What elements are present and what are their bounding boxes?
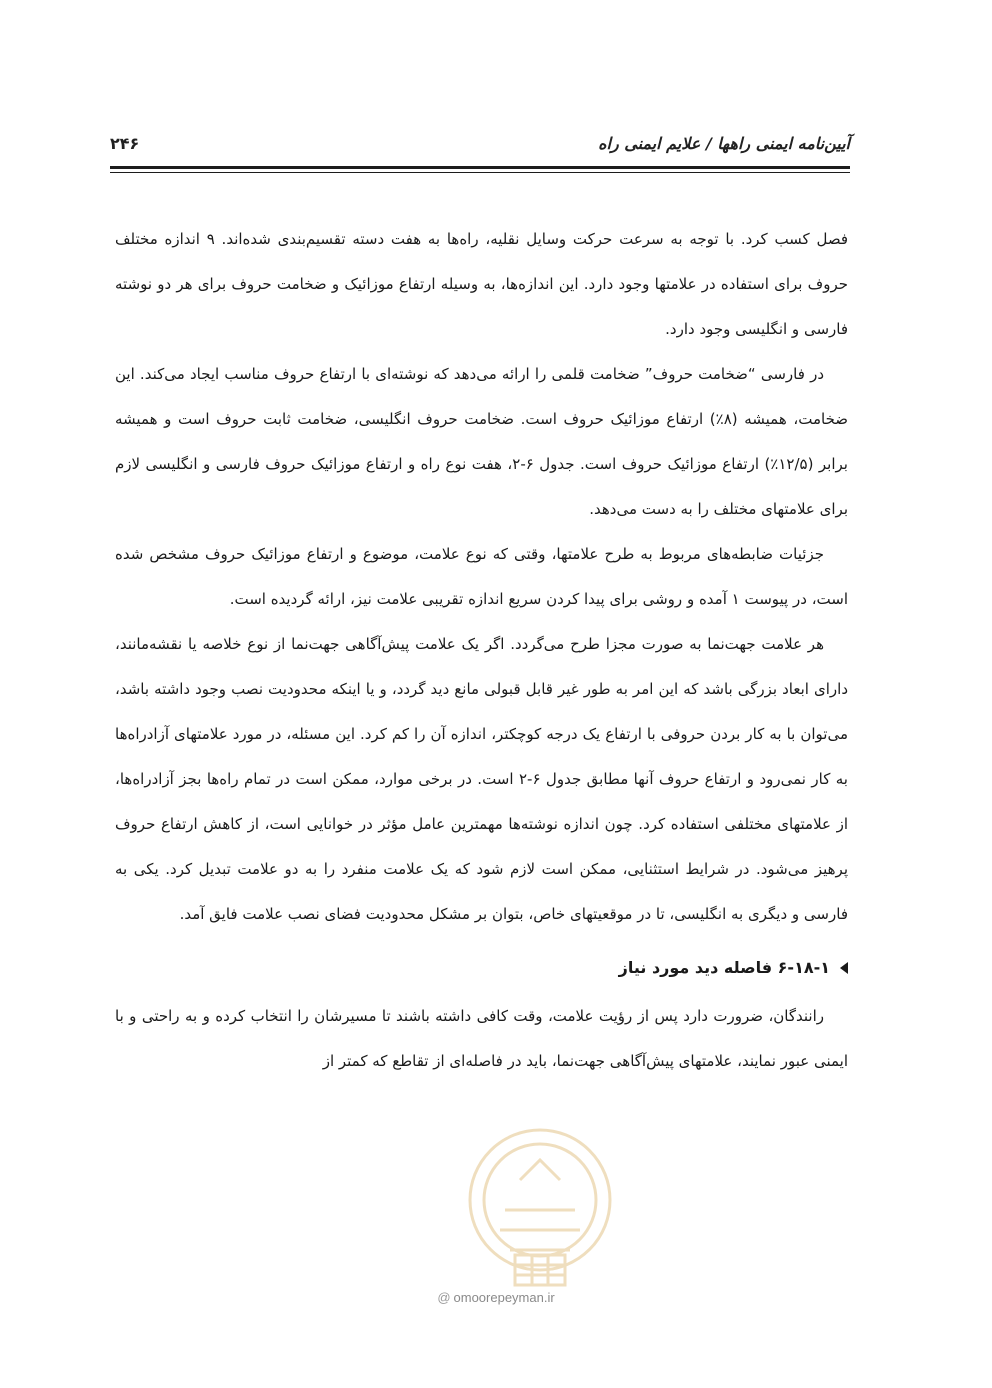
watermark-seal-icon (460, 1080, 620, 1320)
watermark-caption (0, 1290, 992, 1305)
paragraph-4: هر علامت جهت‌نما به صورت مجزا طرح می‌گردد. اگر یک علامت پیش‌آگاهی جهت‌نما از نوع خلاصه یا نقشه‌مانند، دارای ابعاد بزرگی باشد که این امر به طور غیر قابل قبولی مانع دید گردد، و یا اینکه محدودیت نصب وجود داشته باشد، می‌توان با به کار بردن حروفی با ارتفاع یک درجه کوچکتر، اندازه آن را کم کرد. این مسئله، در مورد علامتهای آزادراه‌ها به کار نمی‌رود و ارتفاع حروف آنها مطابق جدول ۶-۲ است. در برخی موارد، ممکن است در تمام راه‌ها بجز آزادراه‌ها، از علامتهای مختلفی استفاده کرد. چون اندازه نوشته‌ها مهمترین عامل مؤثر در خوانایی است، از کاهش ارتفاع حروف پرهیز می‌شود. در شرایط استثنایی، ممکن است لازم شود که یک علامت منفرد را به دو علامت تبدیل کرد. یکی به فارسی و دیگری به انگلیسی، تا در موقعیتهای خاص، بتوان بر مشکل محدودیت فضای نصب علامت فایق آمد. (115, 635, 848, 923)
triangle-bullet-icon (840, 962, 848, 974)
paragraph-2: در فارسی “ضخامت حروف” ضخامت قلمی را ارائه می‌دهد که نوشته‌ای با ارتفاع حروف مناسب ایجاد می‌کند. این ضخامت، همیشه (۸٪) ارتفاع موزائیک حروف است. ضخامت حروف انگلیسی، ضخامت ثابت حروف است و همیشه برابر (۱۲/۵٪) ارتفاع موزائیک حروف است. جدول ۶-۲، هفت نوع راه و ارتفاع موزائیک حروف فارسی و انگلیسی لازم برای علامتهای مختلف را به دست می‌دهد. (115, 365, 848, 518)
section-heading (115, 945, 848, 990)
paragraph-1: فصل کسب کرد. با توجه به سرعت حرکت وسایل نقلیه، راه‌ها به هفت دسته تقسیم‌بندی شده‌اند. ۹ اندازه مختلف حروف برای استفاده در علامتها وجود دارد. این اندازه‌ها، به وسیله ارتفاع موزائیک و ضخامت حروف برای هر دو نوشته فارسی و انگلیسی وجود دارد. (115, 230, 848, 338)
section-paragraph: رانندگان، ضرورت دارد پس از رؤیت علامت، وقت کافی داشته باشند تا مسیرشان را انتخاب کرده و به راحتی و با ایمنی عبور نمایند، علامتهای پیش‌آگاهی جهت‌نما، باید در فاصله‌ای از تقاطع که کمتر از (115, 1007, 848, 1070)
page-number: ۲۴۶ (110, 133, 140, 153)
header-rule-thin (110, 172, 850, 173)
section-heading-text: ۶-۱۸-۱ فاصله دید مورد نیاز (618, 958, 830, 977)
watermark-handle: omoorepeyman.ir (453, 1290, 555, 1305)
running-title: آیین‌نامه ایمنی راهها / علایم ایمنی راه (598, 133, 850, 153)
header-rule-thick (110, 166, 850, 169)
body-text (115, 217, 848, 1084)
paragraph-3: جزئیات ضابطه‌های مربوط به طرح علامتها، وقتی که نوع علامت، موضوع و ارتفاع موزائیک حروف مشخص شده است، در پیوست ۱ آمده و روشی برای پیدا کردن سریع اندازه تقریبی علامت نیز، ارائه گردیده است. (115, 545, 848, 608)
at-sign-icon: @ (437, 1290, 451, 1305)
page-header (110, 128, 850, 158)
